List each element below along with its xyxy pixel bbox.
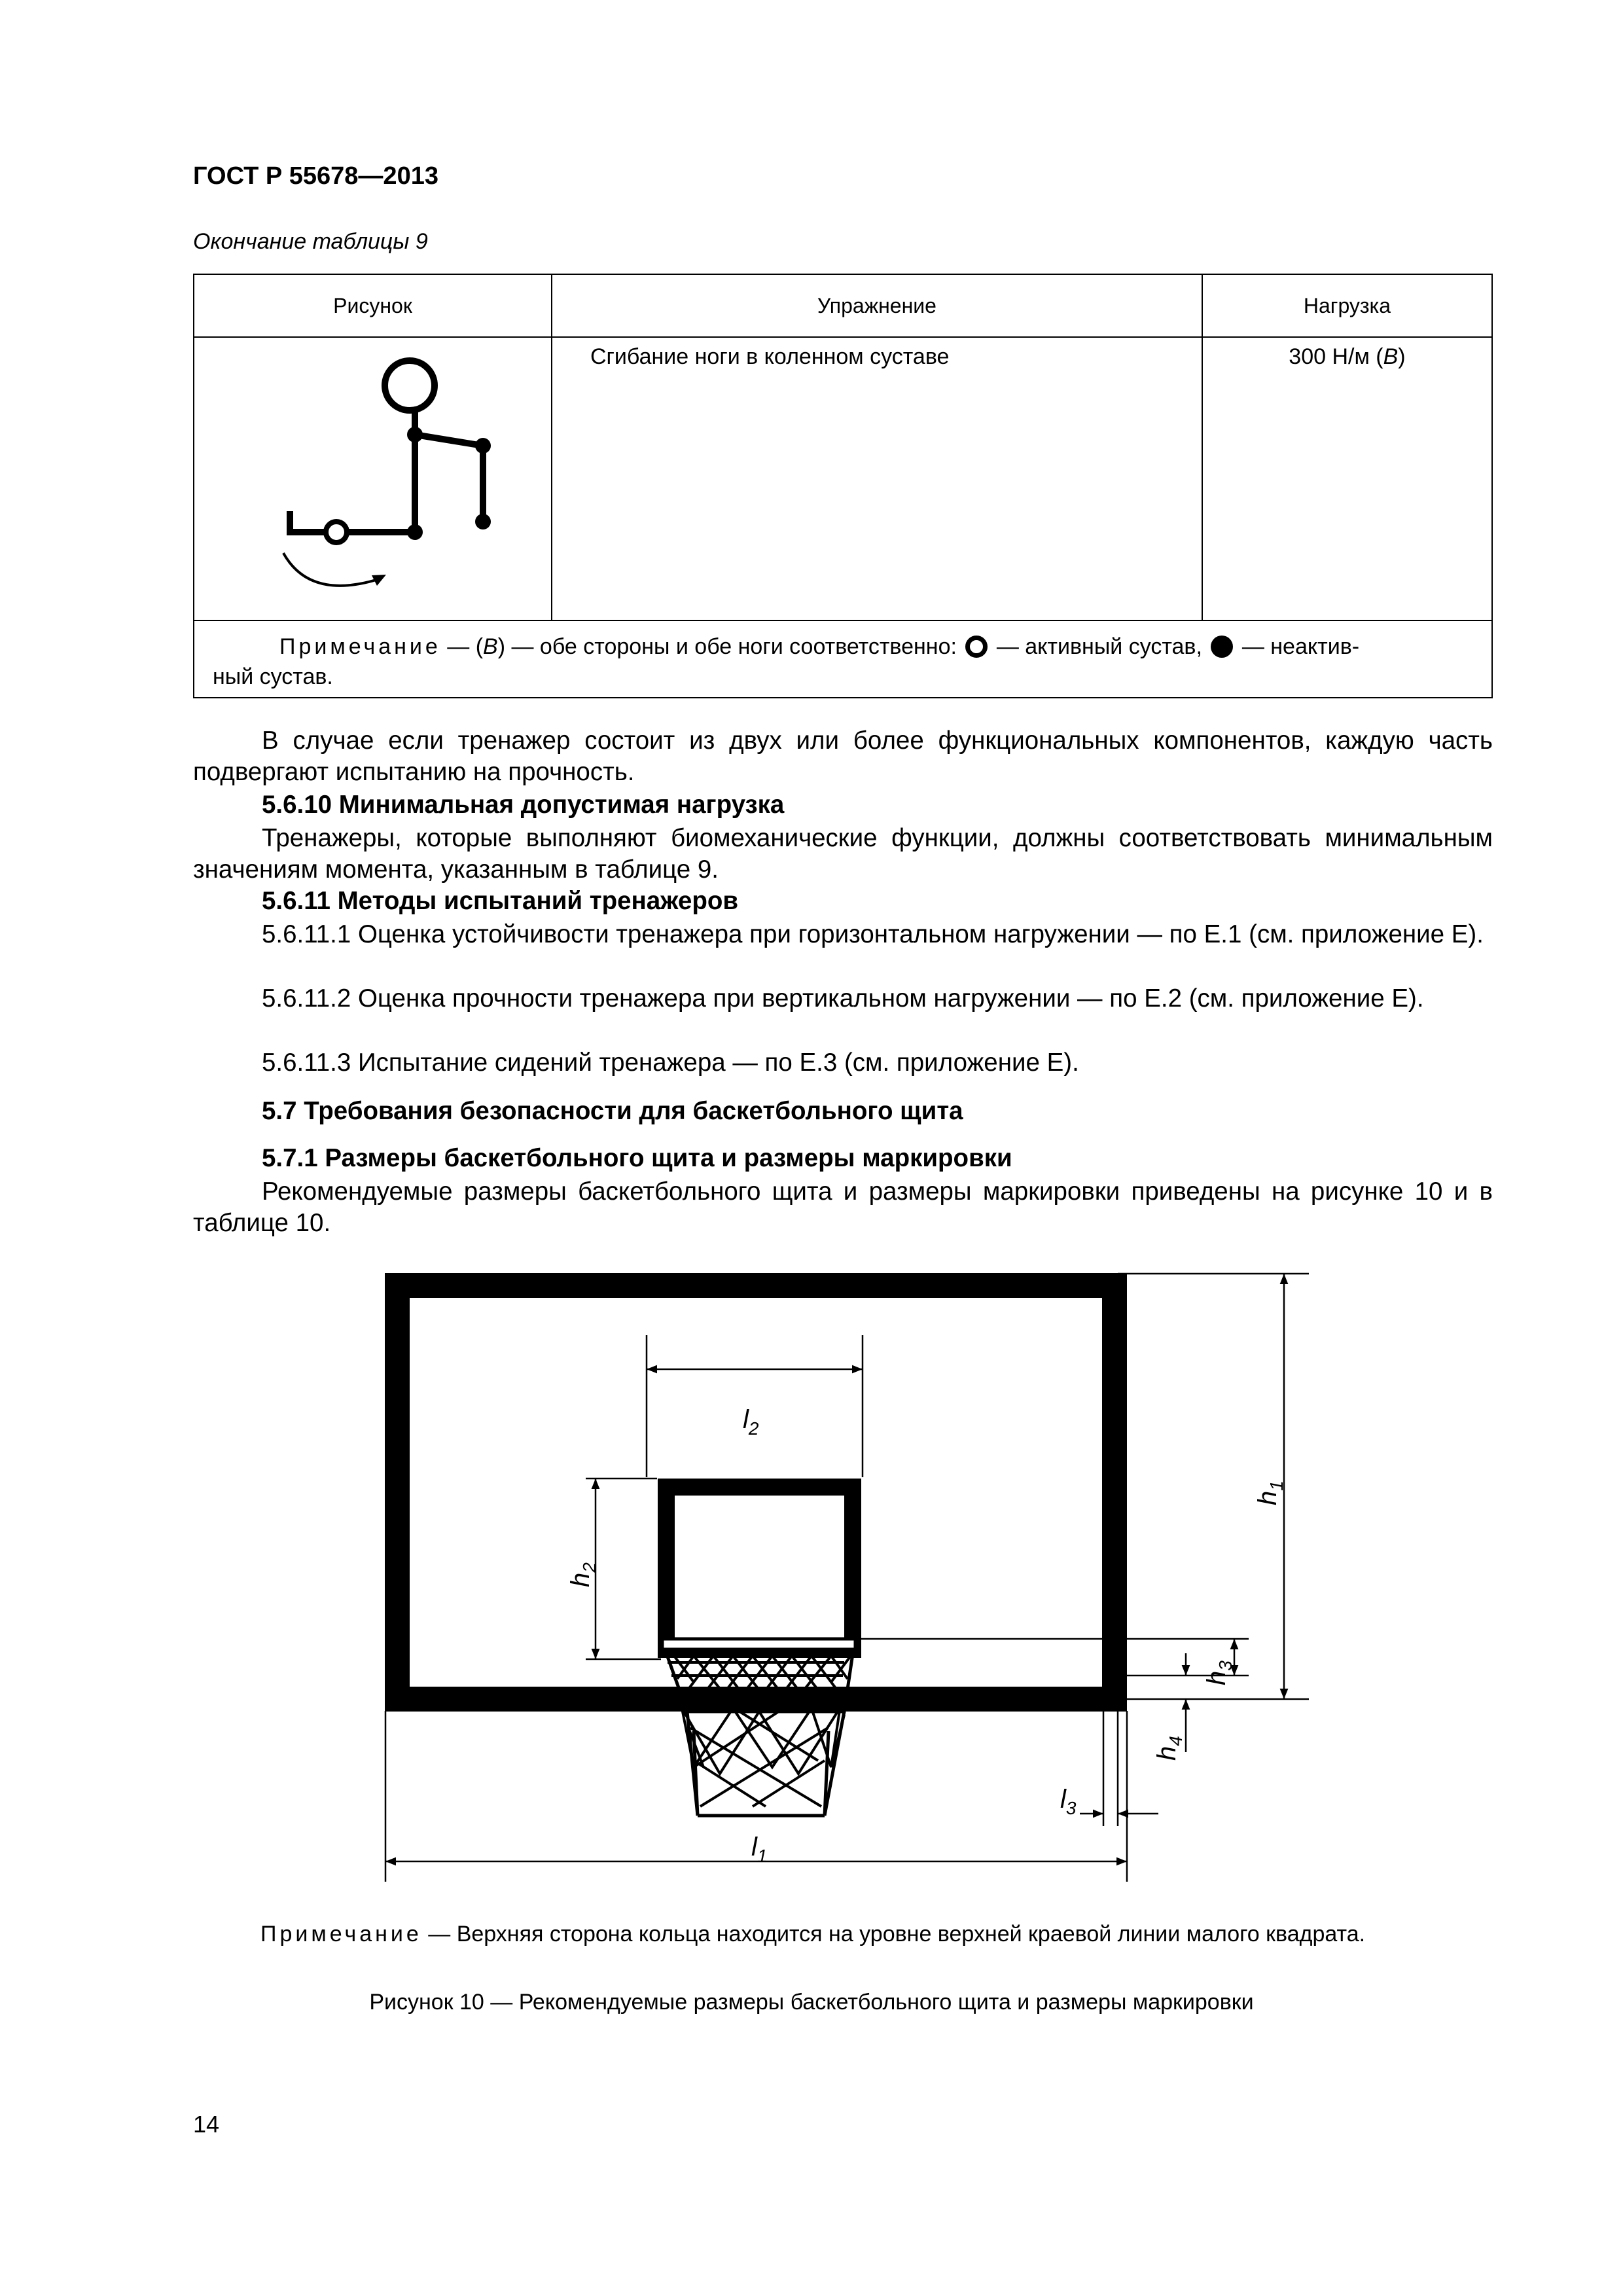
section-heading: 5.7 Требования безопасности для баскетбольного щита: [262, 1097, 963, 1125]
dim-h2: $h_2$: [566, 1562, 599, 1587]
backboard-figure: [0, 1244, 1623, 1898]
figure-caption: Рисунок 10 — Рекомендуемые размеры баскетбольного щита и размеры маркировки: [369, 1990, 1254, 2015]
page-number: 14: [193, 2111, 220, 2138]
exercise-figure-cell: [194, 337, 552, 620]
dim-h4: $h_4$: [1152, 1736, 1186, 1761]
table-9: [193, 274, 1493, 698]
dim-l2: $l_2$: [743, 1405, 759, 1439]
dim-h1: $h_1$: [1253, 1480, 1287, 1505]
paragraph: Тренажеры, которые выполняют биомеханические функции, должны соответствовать минимальным значениям момента, указанным в таблице 9.: [193, 824, 1493, 884]
col-header-load: Нагрузка: [1202, 274, 1492, 337]
note-label: Примечание: [279, 634, 441, 659]
standard-designation: ГОСТ Р 55678—2013: [193, 162, 438, 190]
table-note: Примечание — (B) — обе стороны и обе ноги соответственно: — активный сустав, — неактив- ный сустав.: [194, 620, 1492, 698]
active-joint-icon: [965, 636, 988, 658]
inactive-joint-icon: [1211, 636, 1233, 658]
table-note-row: [194, 620, 1492, 698]
table-row: [194, 337, 1492, 620]
dim-l3: $l_3$: [1060, 1785, 1077, 1818]
section-heading: 5.6.10 Минимальная допустимая нагрузка: [262, 791, 785, 819]
figure-note: Примечание — Верхняя сторона кольца находится на уровне верхней краевой линии малого квадрата.: [260, 1922, 1366, 1946]
paragraph: Рекомендуемые размеры баскетбольного щита и размеры маркировки приведены на рисунке 10 и в таблице 10.: [193, 1177, 1493, 1237]
section-heading: 5.7.1 Размеры баскетбольного щита и размеры маркировки: [262, 1144, 1012, 1172]
paragraph: 5.6.11.1 Оценка устойчивости тренажера при горизонтальном нагружении — по Е.1 (см. приложение Е).: [262, 920, 1484, 948]
paragraph: В случае если тренажер состоит из двух или более функциональных компонентов, каждую часть подвергают испытанию на прочность.: [193, 726, 1493, 786]
load-cell: 300 Н/м (B): [1202, 337, 1492, 620]
table-header-row: [194, 274, 1492, 337]
col-header-exercise: Упражнение: [552, 274, 1202, 337]
paragraph: 5.6.11.2 Оценка прочности тренажера при вертикальном нагружении — по Е.2 (см. приложение Е).: [262, 984, 1424, 1013]
dim-l1: $l_1$: [751, 1833, 768, 1866]
table-caption: Окончание таблицы 9: [193, 229, 428, 254]
exercise-cell: Сгибание ноги в коленном суставе: [552, 337, 1202, 620]
col-header-figure: Рисунок: [194, 274, 552, 337]
knee-flexion-figure: [195, 338, 548, 613]
section-heading: 5.6.11 Методы испытаний тренажеров: [262, 887, 739, 915]
paragraph: 5.6.11.3 Испытание сидений тренажера — по Е.3 (см. приложение Е).: [262, 1049, 1079, 1077]
dim-h3: $h_3$: [1202, 1660, 1236, 1685]
